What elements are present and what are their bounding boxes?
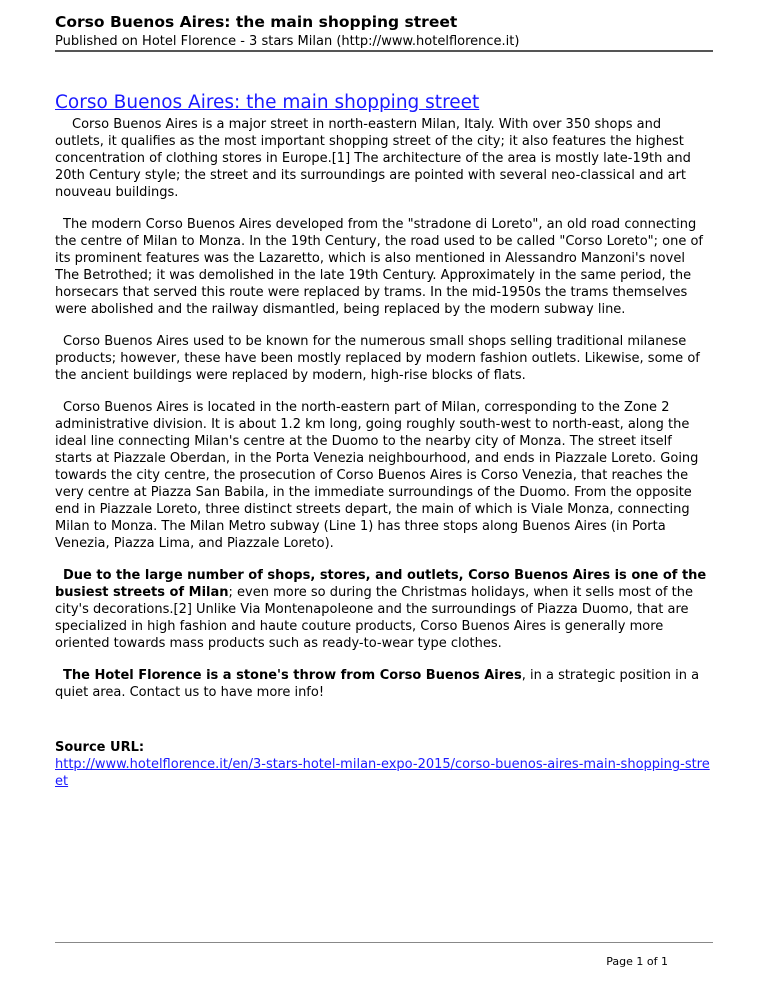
source-block <box>55 739 713 790</box>
paragraph-6-bold: The Hotel Florence is a stone's throw from Corso Buenos Aires <box>63 668 522 683</box>
paragraph-6-rest: , in a strategic position in a quiet area. Contact us to have more info! <box>55 668 700 700</box>
page-header <box>55 13 713 50</box>
source-label: Source URL: <box>55 740 145 755</box>
source-url-link[interactable]: http://www.hotelflorence.it/en/3-stars-hotel-milan-expo-2015/corso-buenos-aires-main-shopping-street <box>55 757 710 789</box>
article-paragraph-4: Corso Buenos Aires is located in the north-eastern part of Milan, corresponding to the Zone 2 administrative division. It is about 1.2 km long, going roughly south-west to north-east, along the ideal line connecting Milan's centre at the Duomo to the nearby city of Monza. The street itself starts at Piazzale Oberdan, in the Porta Venezia neighbourhood, and ends in Piazzale Loreto. Going towards the city centre, the prosecution of Corso Buenos Aires is Corso Venezia, that reaches the very centre at Piazza San Babila, in the immediate surroundings of the Duomo. From the opposite end in Piazzale Loreto, three distinct streets depart, the main of which is Viale Monza, connecting Milan to Monza. The Milan Metro subway (Line 1) has three stops along Buenos Aires (in Porta Venezia, Piazza Lima, and Piazzale Loreto). <box>55 400 699 551</box>
article-paragraph-6 <box>55 667 713 701</box>
page-number: Page 1 of 1 <box>606 955 668 968</box>
footer-divider <box>55 942 713 943</box>
paragraph-5-rest: ; even more so during the Christmas holidays, when it sells most of the city's decorations.[2] Unlike Via Montenapoleone and the surroundings of Piazza Duomo, that are specialized in high fashion and haute couture products, Corso Buenos Aires is generally more oriented towards mass products such as ready-to-wear type clothes. <box>55 585 693 651</box>
article-paragraph-2: The modern Corso Buenos Aires developed from the "stradone di Loreto", an old road connecting the centre of Milan to Monza. In the 19th Century, the road used to be called "Corso Loreto"; one of its prominent features was the Lazaretto, which is also mentioned in Alessandro Manzoni's novel The Betrothed; it was demolished in the late 19th Century. Approximately in the same period, the horsecars that served this route were replaced by trams. In the mid-1950s the trams themselves were abolished and the railway dismantled, being replaced by the modern subway line. <box>55 217 704 317</box>
paragraph-5-bold: Due to the large number of shops, stores, and outlets, Corso Buenos Aires is one of the busiest streets of Milan <box>55 568 707 600</box>
article-paragraph-3: Corso Buenos Aires used to be known for the numerous small shops selling traditional milanese products; however, these have been mostly replaced by modern fashion outlets. Likewise, some of the ancient buildings were replaced by modern, high-rise blocks of flats. <box>55 334 700 383</box>
article-paragraph-1: Corso Buenos Aires is a major street in north-eastern Milan, Italy. With over 350 shops and outlets, it qualifies as the most important shopping street of the city; it also features the highest concentration of clothing stores in Europe.[1] The architecture of the area is mostly late-19th and 20th Century style; the street and its surroundings are pointed with several neo-classical and art nouveau buildings. <box>55 117 691 200</box>
article-paragraph-5 <box>55 567 713 652</box>
published-line: Published on Hotel Florence - 3 stars Milan (http://www.hotelflorence.it) <box>55 34 520 49</box>
header-divider <box>55 50 713 52</box>
article-title-link[interactable]: Corso Buenos Aires: the main shopping street <box>55 92 480 113</box>
article-content <box>55 90 713 790</box>
site-title: Corso Buenos Aires: the main shopping street <box>55 13 458 31</box>
